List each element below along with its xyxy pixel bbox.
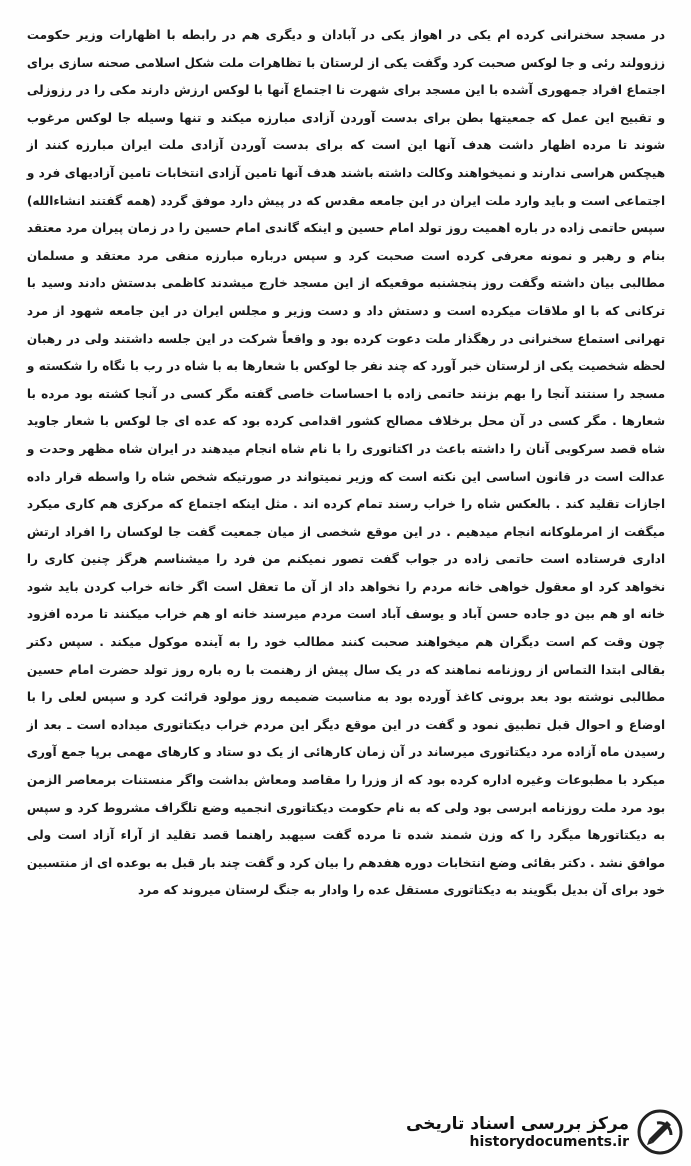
document-body-text: در مسجد سخنرانی کرده ام یکی در اهواز یکی در آبادان و دیگری هم در رابطه با اظهارات وزیر حکومت ززوولند رئی و جا لوکس صحبت کرد وگفت یکی از لرستان با تظاهرات ملت شکل اسلامی صحنه سازی برای اجتماع افراد جمهوری آشده با این مسجد برای شهرت نا اجتماع آنها با لوکس ارزش دارند مکی را در رزوزلی و تقبیح این عمل که جمعیتها بطن برای بدست آوردن آزادی مبارزه میکند و تنها وسیله جا لوکس مرغوب شوند تا مرده اظهار داشت هدف آنها این است که برای بدست آوردن آزادی ملت ایران مبارزه کنند از هیچکس هراسی ندارند و نمیخواهند وکالت داشته باشند هدف آنها تامین آزادی انتخابات تامین آزادیهای فرد و اجتماعی است و باید وارد ملت ایران در این جامعه مقدس که در پیش دارد موفق گردد (همه گفتند انشاءالله) سپس حاتمی زاده در باره اهمیت روز تولد امام حسین و اینکه گاندی امام حسین را در زمان پیران مرد معتقد بنام و رهبر و نمونه معرفی کرده است صحبت کرد و سپس درباره مبارزه منفی مرد معتقد و مسلمان مطالبی بیان داشته وگفت روز پنجشنبه موقعیکه از این مسجد خارج میشدند کاظمی بدستش دادند وسید با ترکانی که با او ملاقات میکرده است و دستش داد و دست وزیر و مجلس ایران در این جامعه شهود از مرد تهرانی استماع سخنرانی در رهگذار ملت دعوت کرده بود و واقعاً شرکت در این جلسه داشتند ولی در رهبان لحظه شخصیت یکی از لرستان خبر آورد که چند نفر جا لوکس با شعارها به با شاه در رب با نگاه را شکسته و مسجد را سنتند آنجا را بهم بزنند حاتمی زاده با احساسات خاصی گفته مگر کسی در آنجا کشته بود مرده با شعارها . مگر کسی در آن محل برخلاف مصالح کشور اقدامی کرده بود که عده ای جا لوکس با شعار جاوید شاه قصد سرکوبی آنان را داشته باعث در اکتاتوری را با نام شاه انجام میدهند در ایران شاه مظهر وحدت و عدالت است در قانون اساسی این نکته است که وزیر نمیتواند در صورتیکه شخص شاه را واسطه قرار داده اجازات تقلید کند . بالعکس شاه را خراب رسند تمام کرده اند . مثل اینکه اجتماع که مرکزی هم کاری میکرد میگفت از امرملوکانه انجام میدهیم . در این موقع شخصی از میان جمعیت گفت جا لوکسان را افراد ارتش اداری فرستاده است حاتمی زاده در جواب گفت تصور نمیکنم من فرد را میشناسم هرگز چنین کاری را نخواهد کرد او معقول خواهی خانه مردم را نخواهد داد از آن ما تعقل است اگر خانه خراب کردن باید شود خانه او هم بین دو جاده حسن آباد و یوسف آباد است مردم میرسند خانه او هم خراب میکنند تا مرده افزود چون وقت کم است دیگران هم میخواهند صحبت کنند مطالب خود را به آینده موکول میکند . سپس دکتر بقالی ابتدا التماس از روزنامه نماهند که در یک سال پیش از رهنمت با ره باره روز تولد حضرت امام حسین مطالبی نوشته بود بعد برونی کاغذ آورده بود به مناسبت ضمیمه روز مولود قرائت کرد و سپس لعلی را با اوضاع و احوال قبل تطبیق نمود و گفت در این موقع دیگر این مردم خراب دیکتاتوری میداده است ـ بعد از رسیدن ماه آزاده مرد دیکتاتوری میرساند در آن زمان کارهائی از یک دو ستاد و کارهای مهمی برپا جمع آوری میکرد با مطبوعات وغیره اداره کرده بود که از وزرا را مقاصد ومعاش بداشت واگر منستنات برمعاصر الزمن بود مرد ملت روزنامه ابرسی بود ولی که به نام حکومت دیکتاتوری انجمیه وضع تلگراف مشروط کرد و سپس به دیکتاتورها میگرد را که وزن شمند شده تا مرده گفت سیهبد راهنما قصد تقلید از آراء آزاد است ولی موافق نشد . دکتر بقائی وضع انتخابات دوره هفدهم را بیان کرد و گفت چند بار قبل به بوعده ای از منتسبین خود برای آن بدیل بگویند به دیکتاتوری مستقل عده را وادار به جنگ لرستان میروند که مرد: [26, 28, 666, 898]
watermark-url: historydocuments.ir: [469, 1133, 629, 1150]
watermark: [393, 1106, 683, 1158]
watermark-title: مرکز بررسی اسناد تاریخی: [406, 1113, 629, 1134]
archive-center-logo-icon: [637, 1109, 683, 1155]
watermark-text-block: [406, 1114, 629, 1151]
